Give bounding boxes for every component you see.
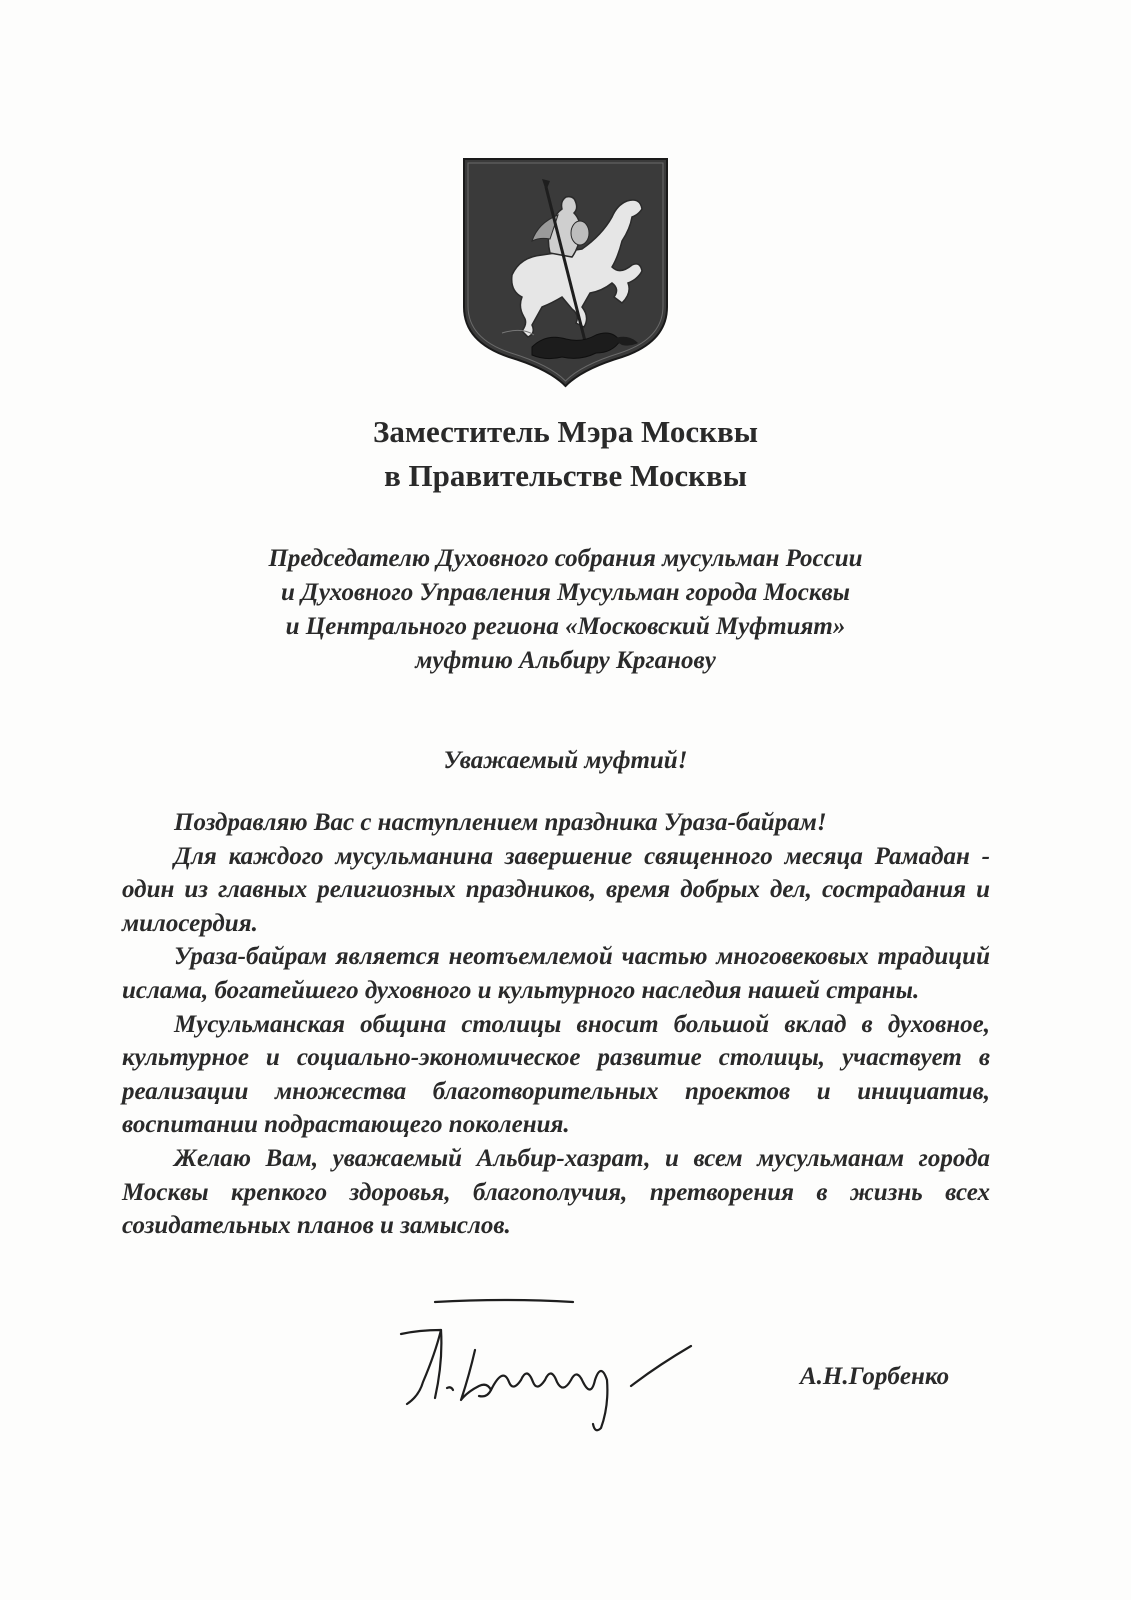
handwritten-signature-icon	[395, 1296, 705, 1436]
addressee-line-1: Председателю Духовного собрания мусульман России	[268, 545, 863, 572]
paragraph-1: Поздравляю Вас с наступлением праздника Ураза-байрам!	[174, 809, 827, 836]
addressee-line-3: и Центрального региона «Московский Муфтият»	[285, 613, 846, 640]
addressee-line-2: и Духовного Управления Мусульман города Москвы	[280, 579, 851, 606]
letterhead-line-1: Заместитель Мэра Москвы	[373, 414, 758, 449]
salutation: Уважаемый муфтий!	[443, 747, 688, 774]
paragraph-3: Ураза-байрам является неотъемлемой частью многовековых традиций ислама, богатейшего духовного и культурного наследия нашей страны.	[122, 943, 990, 1004]
letterhead	[0, 410, 1131, 498]
paragraph-5: Желаю Вам, уважаемый Альбир-хазрат, и всем мусульманам города Москвы крепкого здоровья, благополучия, претворения в жизнь всех созидательных планов и замыслов.	[122, 1144, 990, 1240]
addressee-line-4: муфтию Альбиру Крганову	[415, 647, 716, 674]
letterhead-line-2: в Правительстве Москвы	[384, 458, 747, 493]
signer-name: А.Н.Горбенко	[800, 1363, 950, 1390]
letter-body	[122, 806, 990, 1243]
paragraph-4: Мусульманская община столицы вносит большой вклад в духовное, культурное и социально-экономическое развитие столицы, участвует в реализации множества благотворительных проектов и инициатив, воспитании подрастающего поколения.	[122, 1010, 990, 1139]
addressee-block	[0, 542, 1131, 678]
moscow-coat-of-arms-icon	[462, 157, 669, 388]
paragraph-2: Для каждого мусульманина завершение священного месяца Рамадан - один из главных религиозных праздников, время добрых дел, сострадания и милосердия.	[122, 842, 990, 937]
